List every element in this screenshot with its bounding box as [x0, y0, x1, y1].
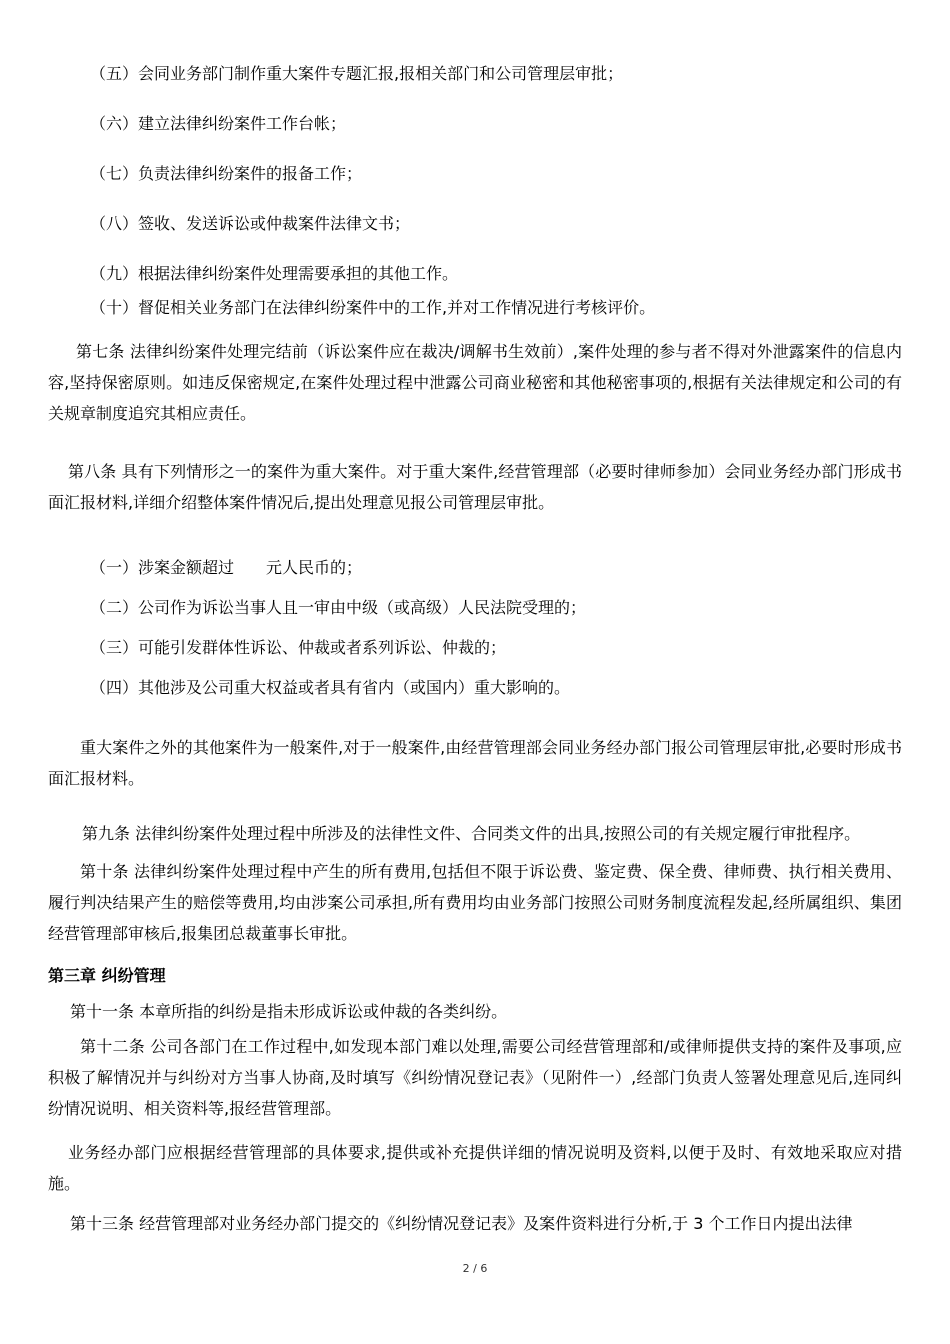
article-12-paragraph: 第十二条 公司各部门在工作过程中,如发现本部门难以处理,需要公司经营管理部和/或律师提供支持的案件及事项,应积极了解情况并与纠纷对方当事人协商,及时填写《纠纷情况登记表》（见附件一）,经部门负责人签署处理意见后,连同纠纷情况说明、相关资料等,报经营管理部。 [48, 1037, 902, 1118]
list-item-5: （五）会同业务部门制作重大案件专题汇报,报相关部门和公司管理层审批； [90, 64, 624, 83]
article-8-paragraph: 第八条 具有下列情形之一的案件为重大案件。对于重大案件,经营管理部（必要时律师参加）会同业务经办部门形成书面汇报材料,详细介绍整体案件情况后,提出处理意见报公司管理层审批。 [48, 462, 902, 512]
major-item-4: （四）其他涉及公司重大权益或者具有省内（或国内）重大影响的。 [90, 678, 571, 697]
list-item-9: （九）根据法律纠纷案件处理需要承担的其他工作。 [90, 264, 459, 283]
article-13-paragraph: 第十三条 经营管理部对业务经办部门提交的《纠纷情况登记表》及案件资料进行分析,于 3 个工作日内提出法律 [70, 1214, 853, 1233]
major-item-1: （一）涉案金额超过 元人民币的； [90, 558, 363, 577]
article-9-paragraph: 第九条 法律纠纷案件处理过程中所涉及的法律性文件、合同类文件的出具,按照公司的有关规定履行审批程序。 [82, 824, 861, 843]
article-11-paragraph: 第十一条 本章所指的纠纷是指未形成诉讼或仲裁的各类纠纷。 [70, 1002, 508, 1021]
article-10-paragraph: 第十条 法律纠纷案件处理过程中产生的所有费用,包括但不限于诉讼费、鉴定费、保全费、律师费、执行相关费用、履行判决结果产生的赔偿等费用,均由涉案公司承担,所有费用均由业务部门按照公司财务制度流程发起,经所属组织、集团经营管理部审核后,报集团总裁董事长审批。 [48, 862, 902, 943]
major-item-2: （二）公司作为诉讼当事人且一审由中级（或高级）人民法院受理的； [90, 598, 587, 617]
article-7-paragraph: 第七条 法律纠纷案件处理完结前（诉讼案件应在裁决/调解书生效前）,案件处理的参与者不得对外泄露案件的信息内容,坚持保密原则。如违反保密规定,在案件处理过程中泄露公司商业秘密和其他秘密事项的,根据有关法律规定和公司的有关规章制度追究其相应责任。 [48, 342, 902, 423]
list-item-10: （十）督促相关业务部门在法律纠纷案件中的工作,并对工作情况进行考核评价。 [90, 298, 656, 317]
major-item-3: （三）可能引发群体性诉讼、仲裁或者系列诉讼、仲裁的； [90, 638, 507, 657]
general-case-paragraph: 重大案件之外的其他案件为一般案件,对于一般案件,由经营管理部会同业务经办部门报公司管理层审批,必要时形成书面汇报材料。 [48, 738, 902, 788]
list-item-8: （八）签收、发送诉讼或仲裁案件法律文书； [90, 214, 411, 233]
chapter-3-heading: 第三章 纠纷管理 [48, 966, 166, 985]
list-item-7: （七）负责法律纠纷案件的报备工作； [90, 164, 363, 183]
article-12-continuation: 业务经办部门应根据经营管理部的具体要求,提供或补充提供详细的情况说明及资料,以便于及时、有效地采取应对措施。 [48, 1143, 902, 1193]
list-item-6: （六）建立法律纠纷案件工作台帐； [90, 114, 347, 133]
page-number: 2 / 6 [462, 1262, 488, 1275]
